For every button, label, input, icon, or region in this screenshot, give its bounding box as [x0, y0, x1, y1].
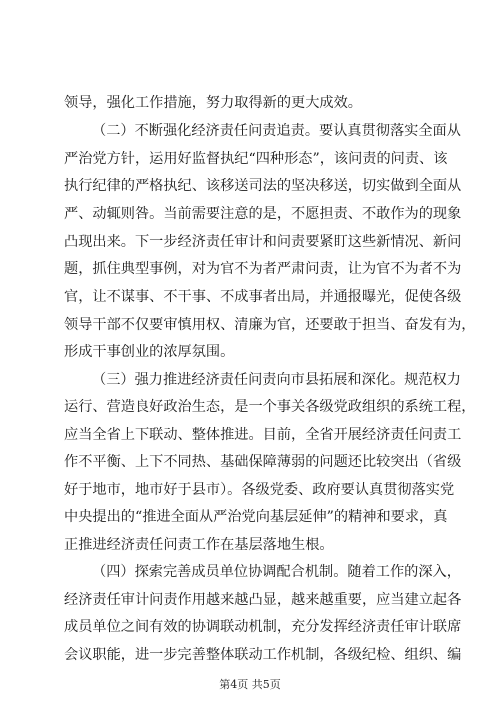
text-line: 凸现出来。下一步经济责任审计和问责要紧盯这些新情况、新问	[64, 234, 462, 250]
text-line: 经济责任审计问责作用越来越凸显，越来越重要，应当建立起各	[64, 592, 462, 608]
text-line: 中央提出的“推进全面从严治党向基层延伸”的精神和要求，真	[64, 509, 448, 525]
text-line: 好于地市，地市好于县市）。各级党委、政府要认真贯彻落实党	[64, 482, 455, 498]
text-line: （四）探索完善成员单位协调配合机制。随着工作的深入，	[92, 564, 461, 580]
page-number-footer: 第4页 共5页	[219, 678, 281, 691]
text-line: 题，抓住典型事例，对为官不为者严肃问责，让为官不为者不为	[64, 261, 462, 277]
text-line: 严治党方针，运用好监督执纪“四种形态”，该问责的问责、该	[64, 151, 448, 167]
text-line: 严、动辄则咎。当前需要注意的是，不愿担责、不敢作为的现象	[64, 206, 462, 222]
text-line: 会议职能，进一步完善整体联动工作机制，各级纪检、组织、编	[64, 647, 462, 663]
text-line: 执行纪律的严格执纪、该移送司法的坚决移送，切实做到全面从	[64, 178, 462, 194]
text-line: 应当全省上下联动、整体推进。目前，全省开展经济责任问责工	[64, 427, 462, 443]
text-line: 官，让不谋事、不干事、不成事者出局，并通报曝光，促使各级	[64, 289, 462, 305]
text-line: （三）强力推进经济责任问责向市县拓展和深化。规范权力	[92, 372, 461, 388]
text-line: 运行、营造良好政治生态，是一个事关各级党政组织的系统工程，	[64, 399, 476, 415]
text-line: 作不平衡、上下不同热、基础保障薄弱的问题还比较突出（省级	[64, 454, 462, 470]
text-line: 正推进经济责任问责工作在基层落地生根。	[64, 537, 334, 553]
text-line: 成员单位之间有效的协调联动机制，充分发挥经济责任审计联席	[64, 619, 462, 635]
text-line: 领导，强化工作措施，努力取得新的更大成效。	[64, 95, 362, 111]
text-line: 领导干部不仅要审慎用权、清廉为官，还要敢于担当、奋发有为，	[64, 317, 476, 333]
text-line: （二）不断强化经济责任问责追责。要认真贯彻落实全面从	[92, 123, 461, 139]
text-line: 形成干事创业的浓厚氛围。	[64, 344, 235, 360]
